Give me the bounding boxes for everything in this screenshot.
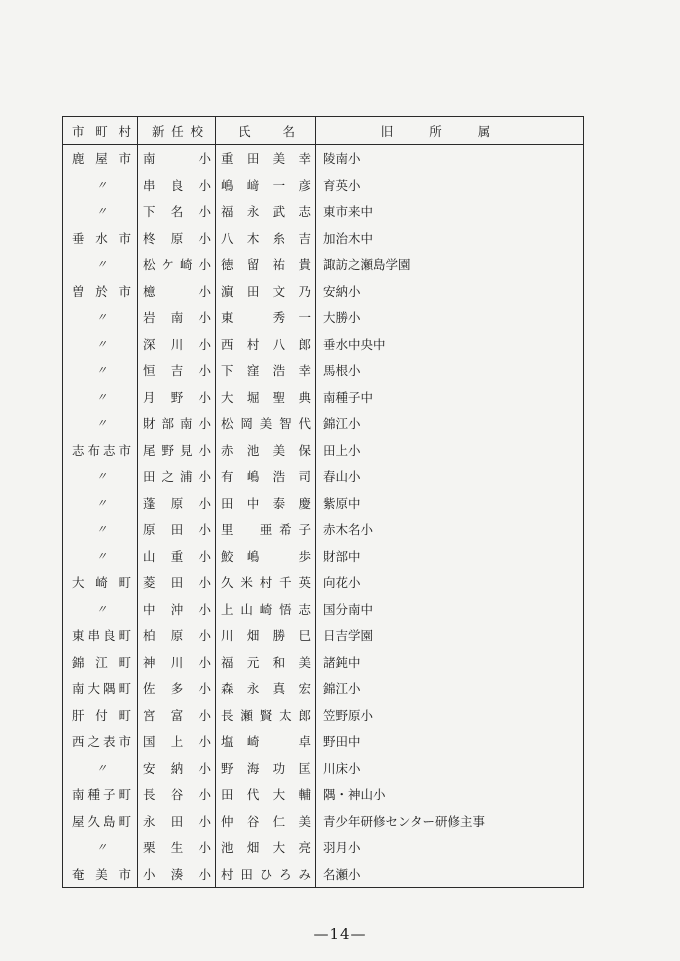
cell-school: 佐多小	[143, 681, 211, 697]
cell-former: 大勝小	[323, 310, 361, 326]
cell-school: 蓬原小	[143, 495, 211, 511]
cell-school: 月野小	[143, 389, 211, 405]
table-row	[63, 304, 583, 331]
cell-former: 馬根小	[323, 363, 361, 379]
cell-former: 諏訪之瀬島学園	[323, 257, 411, 273]
cell-former: 野田中	[323, 734, 361, 750]
cell-former: 紫原中	[323, 495, 361, 511]
table-row	[63, 622, 583, 649]
cell-former: 青少年研修センター研修主事	[323, 813, 486, 829]
cell-former: 育英小	[323, 177, 361, 193]
cell-school: 長谷小	[143, 787, 211, 803]
cell-name: 上山崎悟志	[221, 601, 311, 617]
table-row	[63, 251, 583, 278]
cell-municipality: 南種子町	[72, 787, 131, 803]
table-row	[63, 437, 583, 464]
cell-municipality: 〃	[96, 761, 107, 775]
cell-municipality: 〃	[96, 178, 107, 192]
cell-former: 笠野原小	[323, 707, 374, 723]
cell-name: 八木糸吉	[221, 230, 311, 246]
cell-municipality: 奄美市	[72, 866, 131, 882]
table-row	[63, 543, 583, 570]
cell-name: 嶋﨑一彦	[221, 177, 311, 193]
cell-municipality: 志布志市	[72, 442, 131, 458]
cell-school: 国上小	[143, 734, 211, 750]
cell-municipality: 〃	[96, 602, 107, 616]
cell-name: 重田美幸	[221, 151, 311, 167]
cell-school: 田之浦小	[143, 469, 211, 485]
cell-municipality: 〃	[96, 417, 107, 431]
cell-name: 野海功匡	[221, 760, 311, 776]
cell-name: 久米村千英	[221, 575, 311, 591]
cell-school: 安納小	[143, 760, 211, 776]
table-row	[63, 145, 583, 172]
table-row	[63, 516, 583, 543]
cell-name: 田代大輔	[221, 787, 311, 803]
table-row	[63, 463, 583, 490]
cell-municipality: 〃	[96, 390, 107, 404]
cell-school: 下名小	[143, 204, 211, 220]
cell-former: 南種子中	[323, 389, 374, 405]
page-number: —14—	[313, 925, 367, 943]
cell-name: 有嶋浩司	[221, 469, 311, 485]
cell-former: 垂水中央中	[323, 336, 386, 352]
table-row	[63, 198, 583, 225]
cell-school: 永田小	[143, 813, 211, 829]
header-municipality: 市町村	[72, 123, 131, 139]
cell-municipality: 大崎町	[72, 575, 131, 591]
cell-municipality: 〃	[96, 470, 107, 484]
table-row	[63, 569, 583, 596]
cell-former: 羽月小	[323, 840, 361, 856]
cell-school: 串良小	[143, 177, 211, 193]
cell-municipality: 垂水市	[72, 230, 131, 246]
cell-former: 錦江小	[323, 416, 361, 432]
cell-name: 大堀聖典	[221, 389, 311, 405]
cell-municipality: 肝付町	[72, 707, 131, 723]
cell-municipality: 〃	[96, 549, 107, 563]
cell-former: 財部中	[323, 548, 361, 564]
cell-name: 濵田文乃	[221, 283, 311, 299]
cell-school: 宮富小	[143, 707, 211, 723]
cell-school: 原田小	[143, 522, 211, 538]
cell-municipality: 〃	[96, 311, 107, 325]
table-row	[63, 278, 583, 305]
table-row	[63, 728, 583, 755]
table-row	[63, 755, 583, 782]
cell-school: 檍 小	[143, 283, 211, 299]
table-row	[63, 702, 583, 729]
cell-municipality: 西之表市	[72, 734, 131, 750]
cell-name: 村田ひろみ	[221, 866, 311, 882]
cell-municipality: 錦江町	[72, 654, 131, 670]
cell-name: 福永武志	[221, 204, 311, 220]
cell-name: 下窪浩幸	[221, 363, 311, 379]
cell-municipality: 〃	[96, 496, 107, 510]
cell-school: 南 小	[143, 151, 211, 167]
cell-name: 東 秀一	[221, 310, 311, 326]
cell-former: 春山小	[323, 469, 361, 485]
cell-school: 柊原小	[143, 230, 211, 246]
table-row	[63, 861, 583, 888]
cell-name: 田中泰慶	[221, 495, 311, 511]
cell-municipality: 〃	[96, 523, 107, 537]
cell-school: 小湊小	[143, 866, 211, 882]
table-row	[63, 225, 583, 252]
cell-municipality: 南大隅町	[72, 681, 131, 697]
cell-former: 向花小	[323, 575, 361, 591]
cell-name: 塩崎 卓	[221, 734, 311, 750]
table-row	[63, 490, 583, 517]
cell-former: 錦江小	[323, 681, 361, 697]
cell-school: 岩南小	[143, 310, 211, 326]
header-school: 新任校	[137, 117, 215, 144]
cell-municipality: 〃	[96, 841, 107, 855]
cell-school: 尾野見小	[143, 442, 211, 458]
table-row	[63, 357, 583, 384]
cell-former: 川床小	[323, 760, 361, 776]
cell-former: 陵南小	[323, 151, 361, 167]
cell-school: 神川小	[143, 654, 211, 670]
table-row	[63, 649, 583, 676]
cell-former: 東市来中	[323, 204, 374, 220]
cell-name: 徳留祐貴	[221, 257, 311, 273]
cell-former: 田上小	[323, 442, 361, 458]
cell-former: 隅・神山小	[323, 787, 386, 803]
cell-school: 山重小	[143, 548, 211, 564]
cell-name: 鮫嶋 歩	[221, 548, 311, 564]
cell-municipality: 鹿屋市	[72, 151, 131, 167]
table-row	[63, 834, 583, 861]
cell-municipality: 〃	[96, 258, 107, 272]
table-row	[63, 331, 583, 358]
cell-former: 赤木名小	[323, 522, 374, 538]
cell-name: 川畑勝巳	[221, 628, 311, 644]
cell-former: 加治木中	[323, 230, 374, 246]
table-row	[63, 384, 583, 411]
cell-municipality: 屋久島町	[72, 813, 131, 829]
cell-name: 赤池美保	[221, 442, 311, 458]
cell-former: 諸鈍中	[323, 654, 361, 670]
cell-school: 恒吉小	[143, 363, 211, 379]
cell-former: 日吉学園	[323, 628, 374, 644]
cell-former: 国分南中	[323, 601, 374, 617]
cell-municipality: 東串良町	[72, 628, 131, 644]
table-body	[63, 145, 583, 887]
cell-name: 西村八郎	[221, 336, 311, 352]
cell-school: 財部南小	[143, 416, 211, 432]
table-row	[63, 410, 583, 437]
cell-school: 深川小	[143, 336, 211, 352]
table-row	[63, 808, 583, 835]
cell-municipality: 〃	[96, 337, 107, 351]
table-row	[63, 781, 583, 808]
cell-municipality: 曽於市	[72, 283, 131, 299]
cell-name: 長瀬賢太郎	[221, 707, 311, 723]
cell-municipality: 〃	[96, 205, 107, 219]
cell-school: 菱田小	[143, 575, 211, 591]
cell-school: 中沖小	[143, 601, 211, 617]
cell-name: 仲谷仁美	[221, 813, 311, 829]
table-row	[63, 172, 583, 199]
cell-school: 栗生小	[143, 840, 211, 856]
cell-name: 松岡美智代	[221, 416, 311, 432]
cell-school: 松ケ崎小	[143, 257, 211, 273]
personnel-table	[62, 116, 584, 888]
cell-name: 池畑大亮	[221, 840, 311, 856]
table-row	[63, 596, 583, 623]
cell-former: 安納小	[323, 283, 361, 299]
cell-name: 森永真宏	[221, 681, 311, 697]
cell-municipality: 〃	[96, 364, 107, 378]
header-name: 氏名	[215, 117, 315, 144]
cell-school: 柏原小	[143, 628, 211, 644]
table-header	[63, 117, 583, 145]
table-row	[63, 675, 583, 702]
cell-former: 名瀬小	[323, 866, 361, 882]
cell-name: 福元和美	[221, 654, 311, 670]
cell-name: 里 亜希子	[221, 522, 311, 538]
header-former: 旧所属	[315, 117, 583, 144]
